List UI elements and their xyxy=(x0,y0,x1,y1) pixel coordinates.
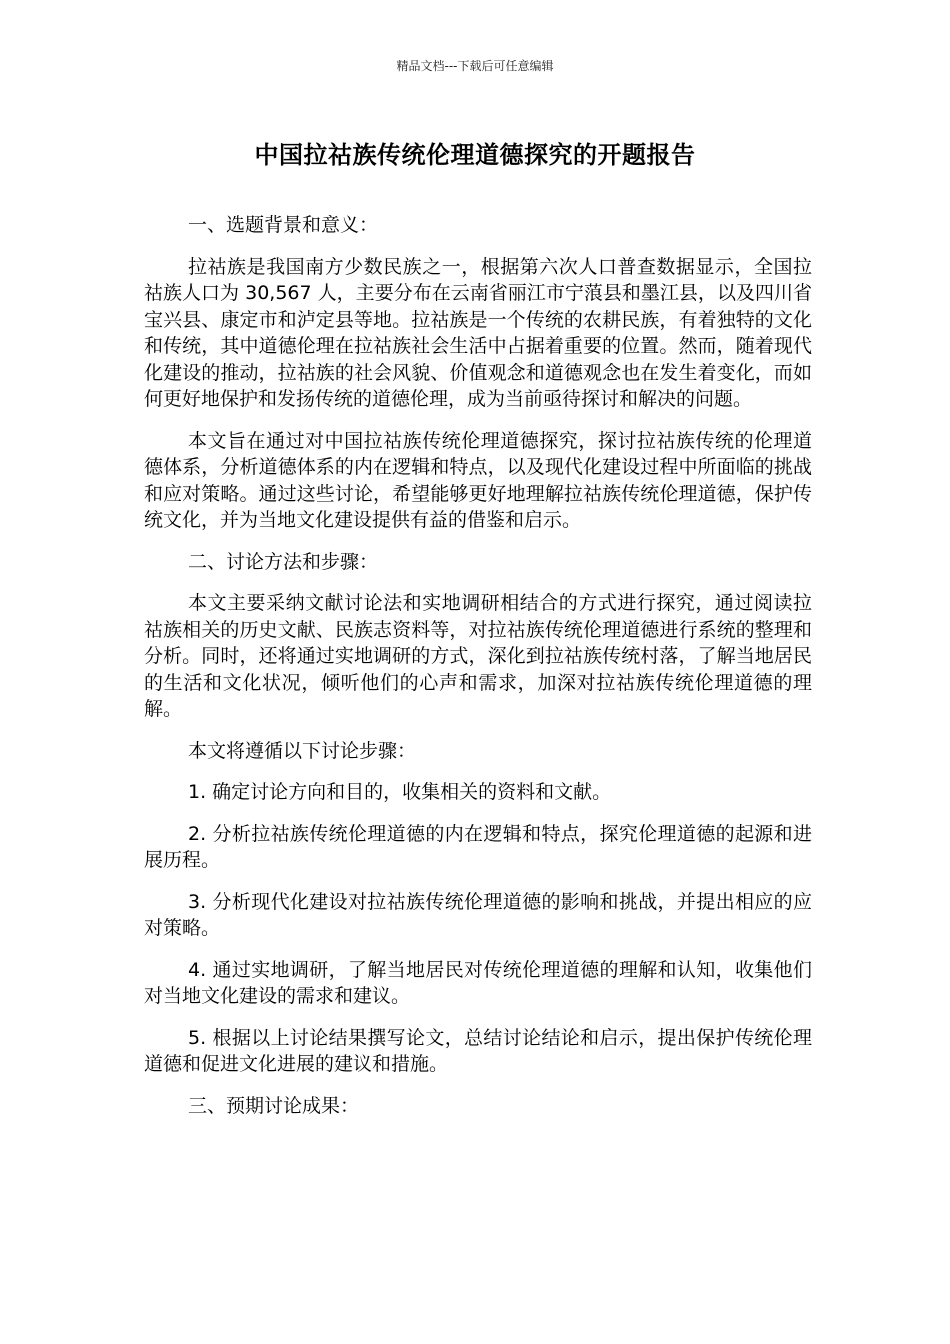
paragraph-methods: 本文主要采纳文献讨论法和实地调研相结合的方式进行探究，通过阅读拉祜族相关的历史文献、民族志资料等，对拉祜族传统伦理道德进行系统的整理和分析。同时，还将通过实地调研的方式，深化到拉祜族传统村落，了解当地居民的生活和文化状况，倾听他们的心声和需求，加深对拉祜族传统伦理道德的理解。 xyxy=(144,592,812,720)
section-heading-background: 一、选题背景和意义： xyxy=(188,214,379,236)
document-body xyxy=(144,212,812,1134)
section-heading-methods: 二、讨论方法和步骤： xyxy=(188,550,379,573)
document-title: 中国拉祜族传统伦理道德探究的开题报告 xyxy=(254,141,696,169)
paragraph-purpose: 本文旨在通过对中国拉祜族传统伦理道德探究，探讨拉祜族传统的伦理道德体系，分析道德体系的内在逻辑和特点，以及现代化建设过程中所面临的挑战和应对策略。通过这些讨论，希望能够更好地理解拉祜族传统伦理道德，保护传统文化，并为当地文化建设提供有益的借鉴和启示。 xyxy=(144,429,812,531)
step-item-4: 4. 通过实地调研，了解当地居民对传统伦理道德的理解和认知，收集他们对当地文化建设的需求和建议。 xyxy=(144,958,812,1007)
section-heading-outcomes: 三、预期讨论成果： xyxy=(188,1094,360,1117)
page-header: 精品文档---下载后可任意编辑 xyxy=(396,59,554,73)
steps-intro: 本文将遵循以下讨论步骤： xyxy=(188,739,417,762)
step-item-5: 5. 根据以上讨论结果撰写论文，总结讨论结论和启示，提出保护传统伦理道德和促进文化进展的建议和措施。 xyxy=(144,1026,812,1075)
paragraph-background: 拉祜族是我国南方少数民族之一，根据第六次人口普查数据显示，全国拉祜族人口为 30,567 人，主要分布在云南省丽江市宁蒗县和墨江县，以及四川省宝兴县、康定市和泸定县等地。拉祜族是一个传统的农耕民族，有着独特的文化和传统，其中道德伦理在拉祜族社会生活中占据着重要的位置。然而，随着现代化建设的推动，拉祜族的社会风貌、价值观念和道德观念也在发生着变化，而如何更好地保护和发扬传统的道德伦理，成为当前亟待探讨和解决的问题。 xyxy=(144,255,812,410)
step-item-3: 3. 分析现代化建设对拉祜族传统伦理道德的影响和挑战，并提出相应的应对策略。 xyxy=(144,890,812,939)
step-item-1: 1. 确定讨论方向和目的，收集相关的资料和文献。 xyxy=(188,781,612,803)
step-item-2: 2. 分析拉祜族传统伦理道德的内在逻辑和特点，探究伦理道德的起源和进展历程。 xyxy=(144,822,812,871)
